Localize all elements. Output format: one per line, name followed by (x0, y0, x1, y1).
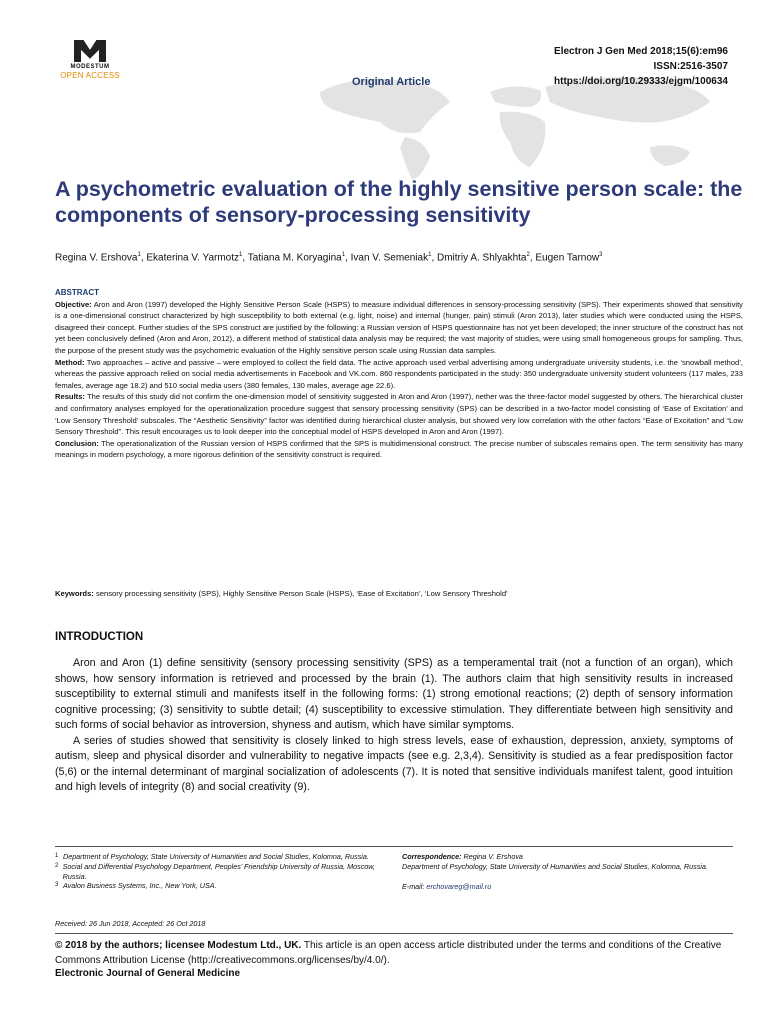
email-link[interactable]: erchovareg@mail.ru (426, 881, 492, 891)
author-name: Dmitriy A. Shlyakhta (437, 252, 527, 264)
author-list: Regina V. Ershova$^1$, Ekaterina V. Yarmotz$^1$, Tatiana M. Koryagina$^1$, Ivan V. Semeniak$^1$, Dmitriy A. Shlyakhta$^2$, Eugen Tarnow$^3$ (55, 252, 603, 264)
license-text (55, 938, 735, 968)
affiliation-item (55, 862, 385, 882)
abstract-results (55, 391, 743, 437)
objective-text: Aron and Aron (1997) developed the Highly Sensitive Person Scale (HSPS) to measure individual differences in sensory-processing sensitivity (SPS). Their experiments showed that sensitivity is a one-dimensional construct characterized by high susceptibility to both external (e.g. light, noise) and internal (hunger, pain) stimuli (Aron 2013), later studies which were conducted using the HSPS, disagreed their concept. Further studies of the SPS construct are justified by the following: a Russian version of HSPS questionnaire has not yet been developed; the inner structure of the construct has not yet been conclusively defined (Aron and Aron, 2012), a different method of statistical data analysis may be required; the vast majority of studies, were using small homogeneous groups for sampling. Thus, the purpose of the present study was the psychometric evaluation of the Highly sensitive person scale using Russian data samples. (55, 299, 743, 355)
abstract-heading: ABSTRACT (55, 288, 99, 297)
abstract-conclusion (55, 438, 743, 461)
issn: ISSN:2516-3507 (653, 61, 728, 72)
received-dates: Received: 26 Jun 2018, Accepted: 26 Oct 2018 (55, 919, 206, 928)
email-label: E-mail: (402, 881, 425, 891)
author-affiliation-number: 1 (428, 252, 432, 258)
affiliation-text: Social and Differential Psychology Department, Peoples’ Friendship University of Russia, Moscow, Russia. (62, 861, 376, 881)
intro-paragraph: A series of studies showed that sensitivity is closely linked to high stress levels, ease of exhaustion, depression, anxiety, symptoms of autism, sleep and physical disorder and vulnerability to negative impacts (see e.g. 2,3,4). Sensitivity is studied as a fear predisposition factor (5,6) or the internal determinant of marginal socialization of adolescents (7). It is noted that sensitive individuals manifest talent, good intuition and high levels of integrity (8) and social creativity (9). (55, 734, 733, 793)
method-text: Two approaches – active and passive – were employed to collect the field data. The active approach used verbal advertising among undergraduate university students, i.e. the ‘snowball method’, whereas the passive approach relied on social media advertisements in Facebook and VK.com. 860 respondents participated in the study: 350 undergraduate university student volunteers (117 males, 233 females, average age 18.2) and 510 social media users (380 females, 130 males, average age 22.6). (55, 357, 743, 390)
results-label: Results: (55, 392, 85, 402)
affiliation-number: 1 (55, 853, 59, 859)
citation-block (554, 44, 728, 89)
publisher-logo (55, 40, 125, 80)
conclusion-text: The operationalization of the Russian version of HSPS confirmed that the SPS is multidimensional construct. The precise number of subscales remains open. The term sensitivity has many meanings in modern psychology, a more rigorous definition of the sensitivity construct is required. (55, 438, 743, 460)
keywords-label: Keywords: (55, 589, 94, 598)
correspondence-name: Regina V. Ershova (463, 852, 523, 861)
logo-brand: MODESTUM (70, 64, 110, 70)
abstract-objective (55, 299, 743, 357)
journal-citation: Electron J Gen Med 2018;15(6):em96 (554, 46, 728, 57)
results-text: The results of this study did not confirm the one-dimension model of sensitivity suggested in Aron and Aron (1997), nether was the three-factor model suggested by others. The hierarchical cluster and confirmatory analyses employed for the operationalization procedure suggest that sensory processing sensitivity (SPS) can be described in a two-factor model consisting of ‘Ease of Excitation’ and ‘Low Sensory Threshold’ subscales. The “Aesthetic Sensitivity” factor was identified during hierarchical cluster analysis, but showed very low correlation with the other factors “Ease of Excitation” and “Low Sensory Threshold”. This result encourages us to look deeper into the conceptual model of HSPS developed in Aron and Aron (1997). (55, 392, 743, 437)
doi-link[interactable]: https://doi.org/10.29333/ejgm/100634 (554, 76, 728, 87)
correspondence-address: Department of Psychology, State University of Humanities and Social Studies, Kolomna, Russia. (402, 861, 708, 871)
modestum-logo-icon (72, 40, 108, 62)
author-affiliation-number: 2 (526, 252, 530, 258)
affiliation-item (55, 881, 385, 891)
affiliations (55, 852, 385, 891)
license-close: ). (383, 955, 390, 966)
author-affiliation-number: 1 (239, 252, 243, 258)
license-divider (55, 933, 733, 934)
method-label: Method: (55, 357, 85, 367)
footnote-divider (55, 846, 733, 847)
intro-paragraph: Aron and Aron (1) define sensitivity (sensory processing sensitivity (SPS) as a temperamental trait (not a function of an organ), which shows, how sensory information is retrieved and processed by the brain (1). The authors claim that high sensitivity results in increased susceptibility to external stimuli and manifests itself in the following forms: (1) strong emotional reactions; (2) depth of sensory information cognitive processing; (3) sensitivity to subtle detail; (4) susceptibility to excessive stimulation. They differentiate between high sensitivity and such forms of social behavior as introversion, shyness and autism, which have similar symptoms. (55, 657, 733, 731)
affiliation-text: Avalon Business Systems, Inc., New York, USA. (63, 881, 217, 891)
paper-title: A psychometric evaluation of the highly sensitive person scale: the components of sensory-processing sensitivity (55, 177, 743, 227)
license-url[interactable]: http://creativecommons.org/licenses/by/4.0/ (191, 955, 384, 966)
abstract-method (55, 357, 743, 392)
author-name: Eugen Tarnow (535, 252, 600, 264)
correspondence-label: Correspondence: (402, 852, 462, 861)
journal-name: Electronic Journal of General Medicine (55, 968, 241, 979)
affiliation-text: Department of Psychology, State University of Humanities and Social Studies, Kolomna, Russia. (63, 852, 369, 861)
license-body: This article is an open access article distributed under the terms and conditions of the Creative Commons Attribution License ( (55, 940, 722, 966)
correspondence (402, 852, 738, 891)
author-affiliation-number: 1 (137, 252, 141, 258)
author-affiliation-number: 3 (599, 252, 603, 258)
author-name: Tatiana M. Koryagina (247, 252, 342, 264)
objective-label: Objective: (55, 299, 92, 309)
affiliation-number: 3 (55, 882, 59, 889)
author-affiliation-number: 1 (341, 252, 346, 258)
affiliation-number: 2 (55, 862, 59, 869)
introduction-heading: INTRODUCTION (55, 631, 144, 643)
abstract (55, 287, 743, 461)
author-name: Ekaterina V. Yarmotz (146, 252, 240, 264)
copyright: © 2018 by the authors; licensee Modestum Ltd., UK. (55, 940, 302, 951)
open-access-label: OPEN ACCESS (60, 71, 120, 80)
author-name: Regina V. Ershova (55, 252, 138, 264)
keywords-text: sensory processing sensitivity (SPS), Highly Sensitive Person Scale (HSPS), ‘Ease of Excitation’, ‘Low Sensory Threshold’ (95, 589, 508, 598)
article-type-label: Original Article (352, 76, 431, 88)
author-name: Ivan V. Semeniak (350, 252, 429, 264)
conclusion-label: Conclusion: (55, 438, 99, 448)
affiliation-item (55, 852, 385, 862)
keywords (55, 589, 743, 598)
introduction-body (55, 656, 733, 796)
